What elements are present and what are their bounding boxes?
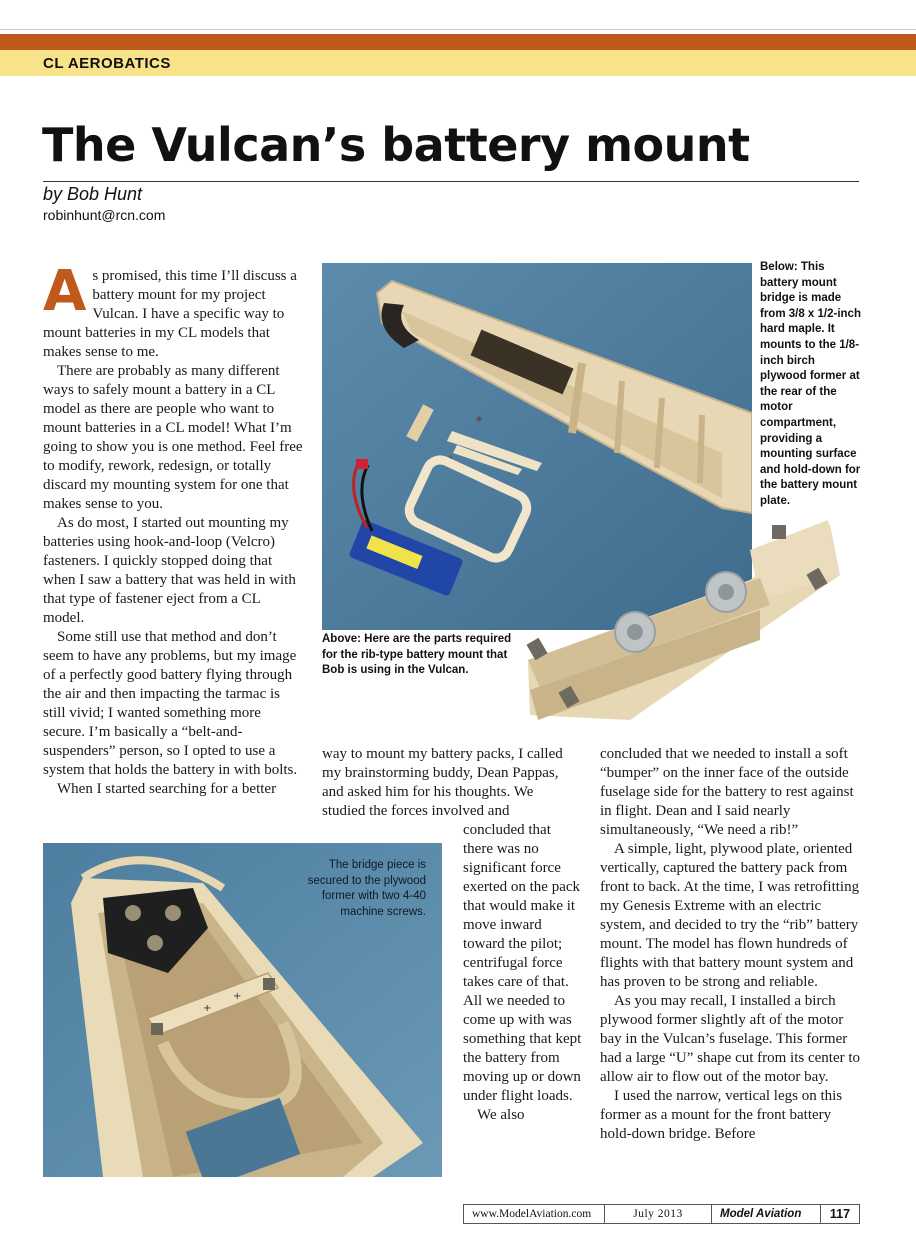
author-email[interactable]: robinhunt@rcn.com	[43, 207, 166, 223]
paragraph: A simple, light, plywood plate, oriented vertically, captured the battery pack from front to back. At the time, I was retrofitting my Genesis Extreme with an electric system, and decided to try the “rib” battery mount. The model has flown hundreds of flights with that battery mount system and has proven to be strong and reliable.	[600, 841, 860, 990]
photo-maple-bridge-cutout	[510, 520, 865, 725]
paragraph: I used the narrow, vertical legs on this former as a mount for the front battery hold-down bridge. Before	[600, 1088, 843, 1142]
paragraph: As you may recall, I installed a birch plywood former slightly aft of the motor bay in the Vulcan’s fuselage. This former had a large “U” shape cut from its center to allow air to flow out of the motor bay.	[600, 993, 861, 1085]
paragraph: concluded that there was no significant force exerted on the pack that would make it move inward toward the pilot; centrifugal force takes care of that. All we needed to come up with was something that kept the battery from moving up or down under flight loads.	[463, 822, 582, 1104]
body-column-2-narrow	[463, 821, 583, 1125]
body-column-1	[43, 259, 305, 799]
article-title: The Vulcan’s battery mount	[42, 118, 750, 172]
title-rule	[43, 181, 859, 182]
header-orange-band	[0, 34, 916, 50]
footer-date: July 2013	[605, 1204, 712, 1224]
byline: by Bob Hunt	[43, 184, 143, 204]
page-footer	[463, 1204, 860, 1224]
paragraph: We also	[477, 1107, 525, 1123]
drop-cap: A	[43, 259, 87, 324]
paragraph: Some still use that method and don’t seem to have any problems, but my image of a perfectly good battery flying through the air and then impacting the tarmac is still vivid; I wanted something more secure. I’m basically a “belt-and-suspenders” person, so I opted to use a system that holds the battery in with bolts.	[43, 629, 298, 778]
top-rule	[0, 29, 916, 30]
paragraph: There are probably as many different ways to safely mount a battery in a CL model as there are people who want to mount batteries in a CL model! What I’m going to show you is one method. Feel free to modify, rework, redesign, or totally discard my mounting system for one that makes sense to you.	[43, 363, 303, 512]
footer-magazine: Model Aviation	[712, 1204, 821, 1224]
footer-url[interactable]: www.ModelAviation.com	[463, 1204, 605, 1224]
paragraph: concluded that we needed to install a soft “bumper” on the inner face of the outside fuselage side for the battery to rest against in flight. Dean and I said nearly simultaneously, “We need a rib!”	[600, 746, 854, 838]
caption-bridge-installed: The bridge piece is secured to the plywood former with two 4-40 machine screws.	[307, 859, 426, 918]
section-label: CL AEROBATICS	[43, 55, 171, 72]
paragraph: As do most, I started out mounting my batteries using hook-and-loop (Velcro) fasteners. I quickly stopped doing that when I saw a battery that was held in with that type of fastener eject from a CL model.	[43, 515, 296, 626]
caption-bridge-description: Below: This battery mount bridge is made from 3/8 x 1/2-inch hard maple. It mounts to the 1/8-inch birch plywood former at the rear of the motor compartment, providing a mounting surface and hold-down for the battery mount plate.	[760, 261, 861, 507]
paragraph: When I started searching for a better	[57, 781, 277, 797]
svg-text:+: +	[203, 1003, 212, 1014]
photo-bridge-installed	[43, 843, 442, 1177]
body-column-2-top	[322, 745, 580, 821]
footer-page-number: 117	[821, 1204, 860, 1224]
paragraph: way to mount my battery packs, I called my brainstorming buddy, Dean Pappas, and asked him for his thoughts. We studied the forces involved and	[322, 746, 563, 819]
caption-parts: Above: Here are the parts required for the rib-type battery mount that Bob is using in the Vulcan.	[322, 633, 512, 677]
svg-text:+: +	[233, 991, 242, 1002]
paragraph: As promised, this time I’ll discuss a battery mount for my project Vulcan. I have a specific way to mount batteries in my CL models that makes sense to me.	[43, 259, 297, 360]
body-column-3	[600, 745, 862, 1144]
